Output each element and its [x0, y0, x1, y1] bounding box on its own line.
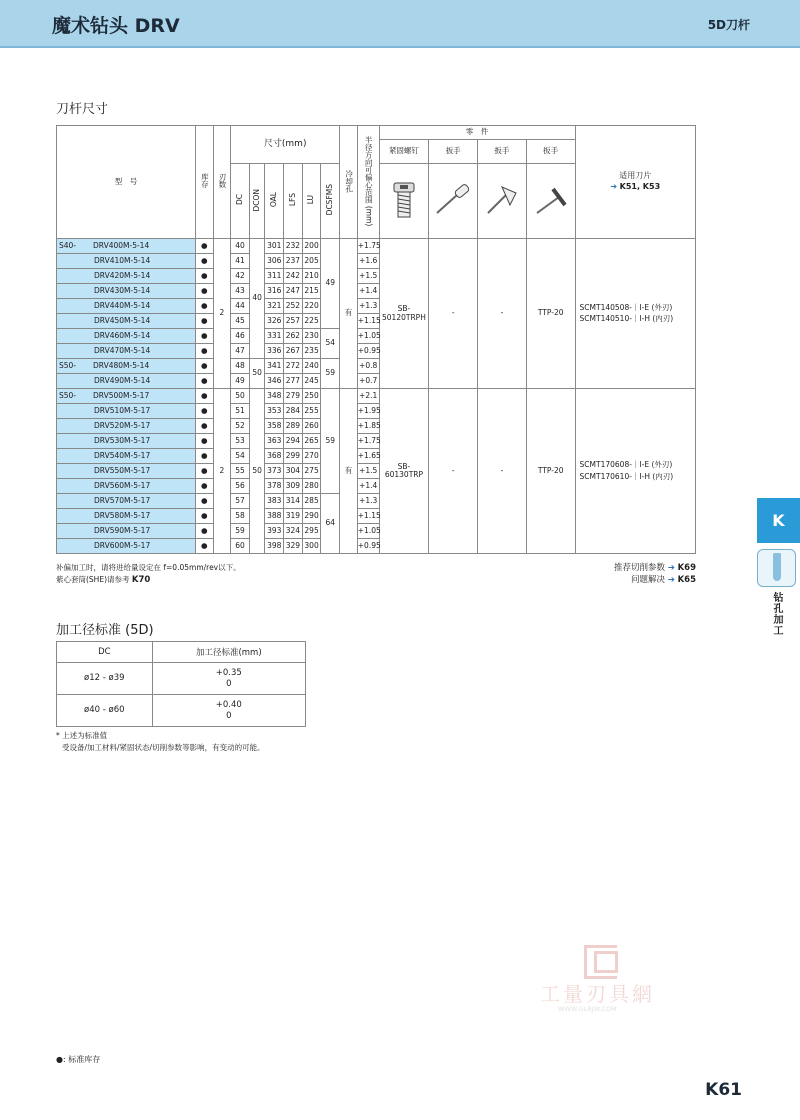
side-label-drilling: 钻孔加工: [771, 592, 782, 636]
stock-cell: ●: [195, 464, 213, 479]
tolerance-cell: +0.35 0: [152, 663, 305, 695]
oal-cell: 316: [265, 284, 284, 299]
lfs-cell: 294: [284, 434, 303, 449]
insert-cell: [575, 239, 695, 389]
model-cell: DRV530M-5-17: [57, 434, 196, 449]
wrench1-cell: -: [429, 389, 478, 554]
lu-cell: 205: [302, 254, 321, 269]
radial-cell: +1.75: [357, 434, 379, 449]
lu-cell: 240: [302, 359, 321, 374]
lu-cell: 285: [302, 494, 321, 509]
page-title: 魔术钻头 DRV: [52, 15, 180, 37]
radial-cell: +1.05: [357, 524, 379, 539]
lu-cell: 245: [302, 374, 321, 389]
lu-cell: 210: [302, 269, 321, 284]
stock-cell: ●: [195, 314, 213, 329]
screw-cell: SB-60130TRP: [379, 389, 429, 554]
section-title-shank-size: 刀杆尺寸: [56, 102, 109, 117]
arrow-link-icon: ➔: [667, 563, 675, 573]
oal-cell: 306: [265, 254, 284, 269]
oal-cell: 398: [265, 539, 284, 554]
table-row: [57, 239, 696, 254]
dcsfms-cell: 64: [321, 494, 340, 554]
dc-cell: 58: [231, 509, 250, 524]
dc-cell: 59: [231, 524, 250, 539]
stock-cell: ●: [195, 419, 213, 434]
lu-cell: 235: [302, 344, 321, 359]
stock-cell: ●: [195, 539, 213, 554]
dc-cell: 46: [231, 329, 250, 344]
radial-cell: +0.8: [357, 359, 379, 374]
note-cutting-params[interactable]: 推荐切削参数 ➔ K69: [614, 563, 696, 573]
lu-cell: 220: [302, 299, 321, 314]
radial-cell: +1.5: [357, 269, 379, 284]
radial-cell: +1.05: [357, 329, 379, 344]
wrench3-cell: TTP-20: [526, 239, 575, 389]
dcsfms-cell: 59: [321, 359, 340, 389]
radial-cell: +1.15: [357, 314, 379, 329]
lfs-cell: 262: [284, 329, 303, 344]
lfs-cell: 267: [284, 344, 303, 359]
lu-cell: 265: [302, 434, 321, 449]
stock-cell: ●: [195, 359, 213, 374]
dc-cell: 40: [231, 239, 250, 254]
page-header: [0, 0, 800, 46]
model-cell: DRV550M-5-17: [57, 464, 196, 479]
dc-note-1: * 上述为标准值: [56, 731, 108, 740]
radial-cell: +1.3: [357, 494, 379, 509]
stock-cell: ●: [195, 374, 213, 389]
radial-cell: +0.7: [357, 374, 379, 389]
coolant-cell: 有: [340, 389, 358, 554]
radial-cell: +1.85: [357, 419, 379, 434]
dcon-cell: 50: [249, 389, 265, 554]
col-header-wrench-1: 扳手: [429, 140, 478, 164]
stock-cell: ●: [195, 524, 213, 539]
stock-cell: ●: [195, 434, 213, 449]
oal-cell: 368: [265, 449, 284, 464]
lu-cell: 255: [302, 404, 321, 419]
col-header-insert: [575, 126, 695, 239]
radial-cell: +1.5: [357, 464, 379, 479]
insert-cell: [575, 389, 695, 554]
col-header-stock: 库存: [195, 126, 213, 239]
col-header-dcon: DCON: [249, 164, 265, 239]
section-title-diameter-standard: 加工径标准 (5D): [56, 623, 154, 638]
dc-cell: 44: [231, 299, 250, 314]
lfs-cell: 237: [284, 254, 303, 269]
wrench-image-2: [478, 164, 527, 239]
table-row: [57, 695, 306, 727]
dc-cell: 41: [231, 254, 250, 269]
dc-cell: 51: [231, 404, 250, 419]
stock-cell: ●: [195, 389, 213, 404]
stock-cell: ●: [195, 254, 213, 269]
lfs-cell: 279: [284, 389, 303, 404]
dc-cell: 52: [231, 419, 250, 434]
col-header-lfs: LFS: [284, 164, 303, 239]
dc-cell: 42: [231, 269, 250, 284]
dc-cell: 54: [231, 449, 250, 464]
oal-cell: 358: [265, 419, 284, 434]
radial-cell: +1.4: [357, 479, 379, 494]
dc-cell: 47: [231, 344, 250, 359]
header-divider: [0, 46, 800, 48]
lfs-cell: 247: [284, 284, 303, 299]
dc-cell: 60: [231, 539, 250, 554]
note-sleeve-ref: 紫心套筒(SHE)请参考 K70: [56, 575, 151, 585]
dc-cell: 56: [231, 479, 250, 494]
dc-cell: 53: [231, 434, 250, 449]
lfs-cell: 277: [284, 374, 303, 389]
col-header-dc: DC: [231, 164, 250, 239]
lu-cell: 295: [302, 524, 321, 539]
model-cell: S50- DRV500M-5-17: [57, 389, 196, 404]
page-number: K61: [705, 1080, 742, 1100]
lfs-cell: 252: [284, 299, 303, 314]
oal-cell: 348: [265, 389, 284, 404]
lu-cell: 200: [302, 239, 321, 254]
table-row: [57, 663, 306, 695]
lfs-cell: 314: [284, 494, 303, 509]
arrow-link-icon: ➔: [610, 182, 618, 191]
col-header-parts: 零 件: [379, 126, 575, 140]
dcon-cell: 40: [249, 239, 265, 359]
tolerance-cell: +0.40 0: [152, 695, 305, 727]
model-cell: DRV580M-5-17: [57, 509, 196, 524]
oal-cell: 373: [265, 464, 284, 479]
dc-cell: 48: [231, 359, 250, 374]
note-feed-rate: 补偏加工时，请将进给量设定在 f=0.05mm/rev以下。: [56, 563, 241, 572]
dc-cell: 57: [231, 494, 250, 509]
stock-cell: ●: [195, 329, 213, 344]
screwdriver-icon: [433, 183, 473, 217]
stock-cell: ●: [195, 479, 213, 494]
radial-cell: +1.65: [357, 449, 379, 464]
radial-cell: +2.1: [357, 389, 379, 404]
stock-legend: ●: 标准库存: [56, 1055, 101, 1064]
arrow-link-icon: ➔: [667, 575, 675, 585]
table-row: [57, 389, 696, 404]
dcsfms-cell: 59: [321, 389, 340, 494]
dc-cell: 49: [231, 374, 250, 389]
dc-range-cell: ø40 - ø60: [57, 695, 153, 727]
stock-cell: ●: [195, 404, 213, 419]
flag-wrench-icon: [482, 183, 522, 217]
lfs-cell: 272: [284, 359, 303, 374]
radial-cell: +1.15: [357, 509, 379, 524]
col-header-radial-offset: 半径方向可偏心范围 (mm): [357, 126, 379, 239]
wrench2-cell: -: [478, 239, 527, 389]
model-cell: DRV470M-5-14: [57, 344, 196, 359]
oal-cell: 363: [265, 434, 284, 449]
ref-k70[interactable]: K70: [131, 575, 151, 585]
oal-cell: 388: [265, 509, 284, 524]
wrench-image-1: [429, 164, 478, 239]
lu-cell: 300: [302, 539, 321, 554]
lfs-cell: 324: [284, 524, 303, 539]
shank-size-table: [56, 125, 696, 554]
lu-cell: 280: [302, 479, 321, 494]
model-cell: DRV460M-5-14: [57, 329, 196, 344]
col-header-size: 尺寸(mm): [231, 126, 340, 164]
drill-icon: [757, 549, 796, 587]
t-wrench-icon: [531, 183, 571, 217]
lu-cell: 250: [302, 389, 321, 404]
dc-cell: 55: [231, 464, 250, 479]
col-header-dcsfms: DCSFMS: [321, 164, 340, 239]
oal-cell: 311: [265, 269, 284, 284]
dc-cell: 50: [231, 389, 250, 404]
radial-cell: +0.95: [357, 344, 379, 359]
insert-label: 适用刀片: [619, 171, 652, 181]
stock-cell: ●: [195, 269, 213, 284]
model-cell: DRV410M-5-14: [57, 254, 196, 269]
page-subtitle: 5D刀杆: [707, 18, 750, 32]
oal-cell: 353: [265, 404, 284, 419]
lfs-cell: 284: [284, 404, 303, 419]
lfs-cell: 329: [284, 539, 303, 554]
section-tab-k[interactable]: K: [757, 498, 800, 543]
stock-cell: ●: [195, 299, 213, 314]
radial-cell: +1.6: [357, 254, 379, 269]
model-cell: S40- DRV400M-5-14: [57, 239, 196, 254]
col-header-wrench-3: 扳手: [526, 140, 575, 164]
lfs-cell: 319: [284, 509, 303, 524]
dcon-cell: 50: [249, 359, 265, 389]
col-header-flutes: 刃数: [213, 126, 231, 239]
oal-cell: 301: [265, 239, 284, 254]
oal-cell: 346: [265, 374, 284, 389]
lfs-cell: 257: [284, 314, 303, 329]
dcsfms-cell: 49: [321, 239, 340, 329]
lfs-cell: 242: [284, 269, 303, 284]
col-header-model: 型 号: [57, 126, 196, 239]
insert-ref[interactable]: ➔ K51, K53: [610, 182, 661, 191]
oal-cell: 383: [265, 494, 284, 509]
model-cell: DRV450M-5-14: [57, 314, 196, 329]
radial-cell: +1.3: [357, 299, 379, 314]
oal-cell: 336: [265, 344, 284, 359]
lu-cell: 275: [302, 464, 321, 479]
dc-cell: 43: [231, 284, 250, 299]
wrench-image-3: [526, 164, 575, 239]
lu-cell: 260: [302, 419, 321, 434]
lfs-cell: 304: [284, 464, 303, 479]
lu-cell: 270: [302, 449, 321, 464]
model-cell: DRV540M-5-17: [57, 449, 196, 464]
stock-cell: ●: [195, 449, 213, 464]
insert-inner: SCMT140510-｜I-H (内刃): [579, 314, 674, 323]
tolerance-header: 加工径标准(mm): [152, 642, 305, 663]
model-cell: DRV520M-5-17: [57, 419, 196, 434]
screw-icon: [391, 180, 417, 220]
model-cell: DRV570M-5-17: [57, 494, 196, 509]
oal-cell: 378: [265, 479, 284, 494]
dc-header: DC: [57, 642, 153, 663]
radial-cell: +0.95: [357, 539, 379, 554]
insert-outer: SCMT170608-｜I-E (外刃): [579, 460, 673, 470]
watermark-logo: 工量刃具網 WWW.GLRJW.COM: [580, 945, 690, 1015]
screw-image: [379, 164, 429, 239]
col-header-wrench-2: 扳手: [478, 140, 527, 164]
model-cell: DRV430M-5-14: [57, 284, 196, 299]
wrench3-cell: TTP-20: [526, 389, 575, 554]
col-header-screw: 紧固螺钉: [379, 140, 429, 164]
dc-cell: 45: [231, 314, 250, 329]
dcsfms-cell: 54: [321, 329, 340, 359]
oal-cell: 393: [265, 524, 284, 539]
dc-range-cell: ø12 - ø39: [57, 663, 153, 695]
model-cell: DRV560M-5-17: [57, 479, 196, 494]
col-header-coolant: 冷却孔: [340, 126, 358, 239]
lu-cell: 225: [302, 314, 321, 329]
insert-outer: SCMT140508-｜I-E (外刃): [579, 302, 673, 312]
lfs-cell: 309: [284, 479, 303, 494]
stock-cell: ●: [195, 494, 213, 509]
lfs-cell: 232: [284, 239, 303, 254]
insert-inner: SCMT170610-｜I-H (内刃): [579, 471, 674, 481]
wrench2-cell: -: [478, 389, 527, 554]
oal-cell: 321: [265, 299, 284, 314]
note-troubleshooting[interactable]: 问题解决 ➔ K65: [631, 575, 696, 585]
diameter-standard-table: [56, 641, 306, 727]
lfs-cell: 299: [284, 449, 303, 464]
col-header-lu: LU: [302, 164, 321, 239]
model-cell: DRV420M-5-14: [57, 269, 196, 284]
lu-cell: 215: [302, 284, 321, 299]
col-header-oal: OAL: [265, 164, 284, 239]
dc-note-2: 受设备/加工材料/紧固状态/切削参数等影响，有变动的可能。: [62, 743, 265, 752]
coolant-cell: 有: [340, 239, 358, 389]
oal-cell: 326: [265, 314, 284, 329]
radial-cell: +1.4: [357, 284, 379, 299]
model-cell: DRV600M-5-17: [57, 539, 196, 554]
stock-cell: ●: [195, 509, 213, 524]
oal-cell: 331: [265, 329, 284, 344]
flutes-cell: 2: [213, 239, 231, 389]
model-cell: S50- DRV480M-5-14: [57, 359, 196, 374]
stock-cell: ●: [195, 344, 213, 359]
model-cell: DRV510M-5-17: [57, 404, 196, 419]
lu-cell: 230: [302, 329, 321, 344]
radial-cell: +1.75: [357, 239, 379, 254]
screw-cell: SB-50120TRPH: [379, 239, 429, 389]
lfs-cell: 289: [284, 419, 303, 434]
lu-cell: 290: [302, 509, 321, 524]
stock-cell: ●: [195, 284, 213, 299]
oal-cell: 341: [265, 359, 284, 374]
model-cell: DRV590M-5-17: [57, 524, 196, 539]
wrench1-cell: -: [429, 239, 478, 389]
stock-cell: ●: [195, 239, 213, 254]
radial-cell: +1.95: [357, 404, 379, 419]
model-cell: DRV490M-5-14: [57, 374, 196, 389]
model-cell: DRV440M-5-14: [57, 299, 196, 314]
flutes-cell: 2: [213, 389, 231, 554]
